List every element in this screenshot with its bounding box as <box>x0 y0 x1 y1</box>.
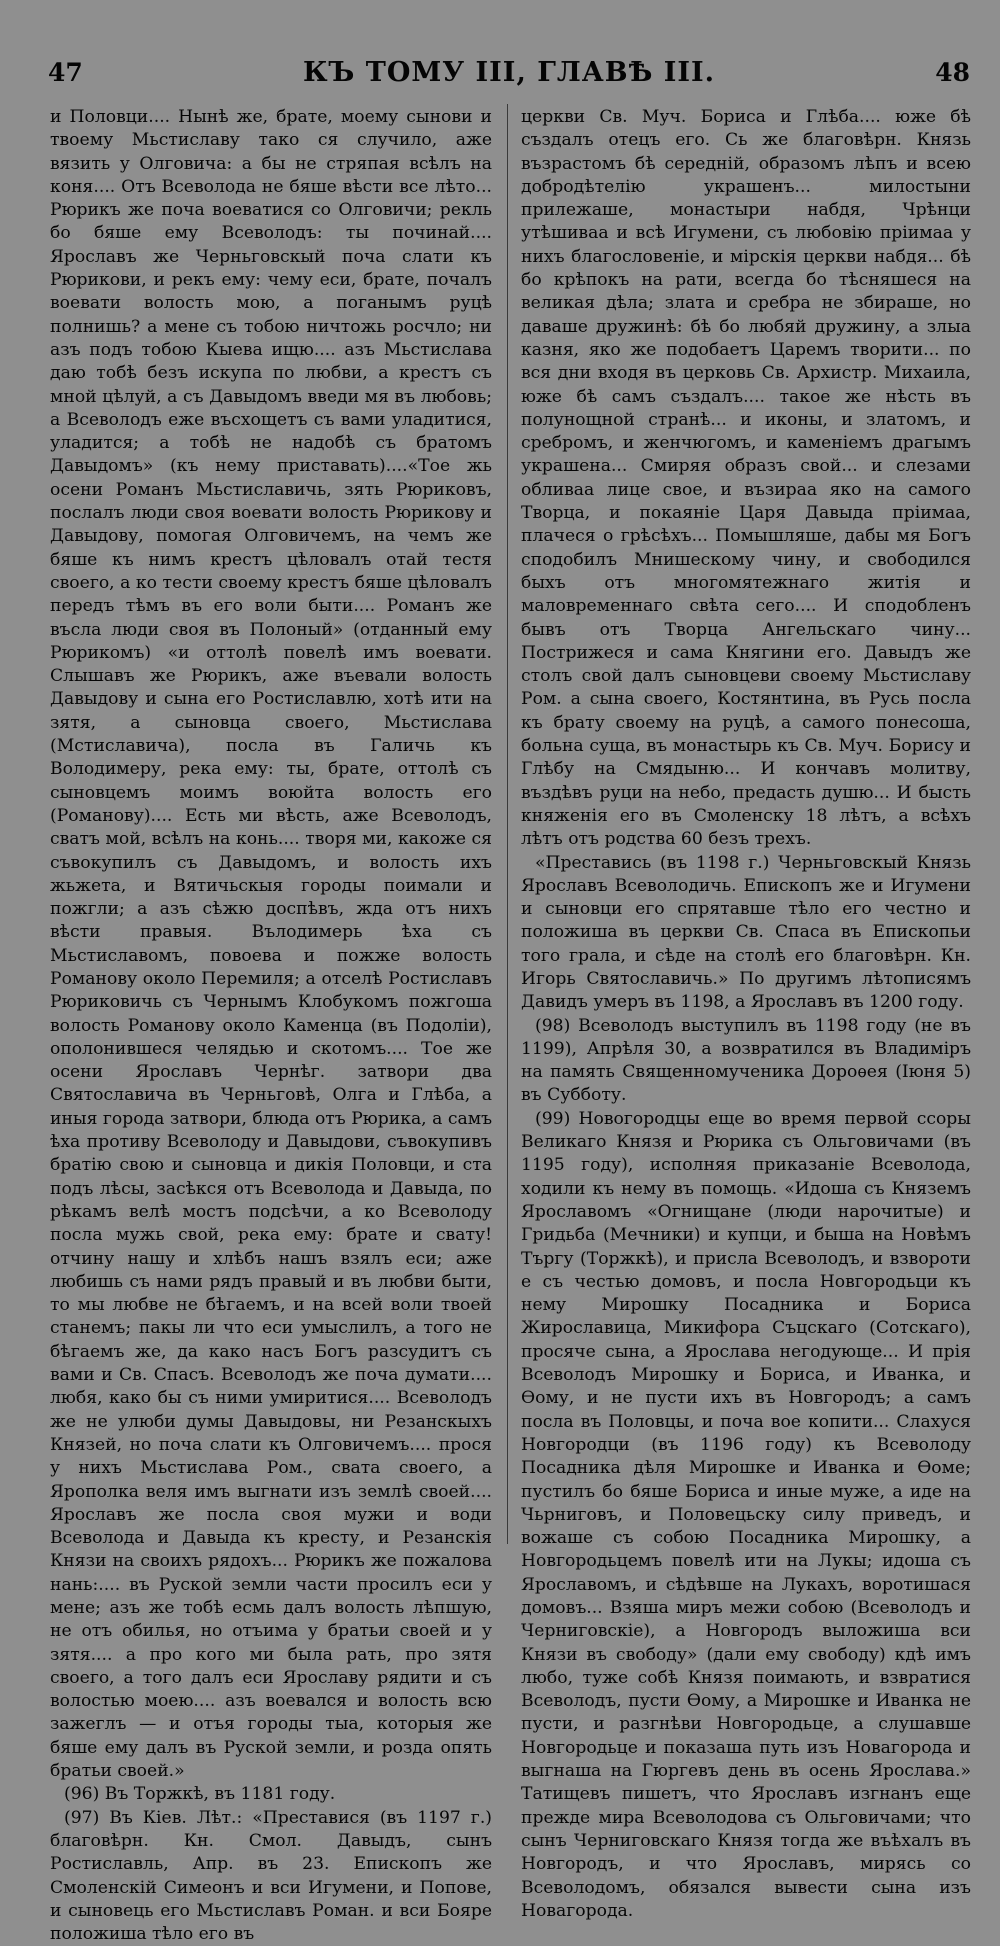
page-number-right: 48 <box>935 57 970 87</box>
column-divider <box>507 104 508 1544</box>
running-title: КЪ ТОМУ III, ГЛАВѢ III. <box>302 56 716 88</box>
paragraph: «Преставись (въ 1198 г.) Черньговскый Князь Ярославъ Всеволодичь. Епископъ же и Игумени и сыновци его спрятавше тѣло его честно и положиша въ церкви Св. Спаса въ Епископьи того грала, и сѣде на столѣ его благовѣрн. Кн. Игорь Святославичь.» По другимъ лѣтописямъ Давидъ умеръ въ 1198, а Ярославъ въ 1200 году. <box>521 852 971 1013</box>
paragraph: (96) Въ Торжкѣ, въ 1181 году. <box>64 1784 336 1805</box>
paragraph: (98) Всеволодъ выступилъ въ 1198 году (не въ 1199), Апрѣля 30, а возвратился въ Владиміръ на память Священномученика Дороѳея (Іюня 5) въ Субботу. <box>521 1015 971 1106</box>
right-column <box>521 106 971 1921</box>
page-number-left: 47 <box>48 57 83 87</box>
paragraph: (97) Въ Кіев. Лѣт.: «Преставися (въ 1197 г.) благовѣрн. Кн. Смол. Давыдъ, сынъ Ростиславль, Апр. въ 23. Епископъ же Смоленскій Симеонъ и вси Игумени, и Попове, и сыновець его Мьстиславъ Роман. и вси Бояре положиша тѣло его въ <box>50 1807 492 1945</box>
paragraph: и Половци.... Нынѣ же, брате, моему сынови и твоему Мьстиславу тако ся случило, аже вязить у Олговича: а бы не стряпая всѣлъ на коня.... Отъ Всеволода не бяше вѣсти все лѣто... Рюрикъ же поча воеватися со Олговичи; рекль бо бяше ему Всеволодъ: ты починай.... Ярославъ же Черньговскый поча слати къ Рюрикови, и рекъ ему: чему еси, брате, почалъ воевати волость мою, а поганымъ руцѣ полнишь? а мене съ тобою ничтожь росчло; ни азъ подъ тобою Кыева ищю.... азъ Мьстислава даю тобѣ безъ искупа по любви, а крестъ съ мной цѣлуй, а съ Давыдомъ введи мя въ любовь; а Всеволодъ еже въсхощетъ съ вами уладитися, уладится; а тобѣ не надобѣ съ братомъ Давыдомъ» (къ нему приставать)....«Тое жь осени Романъ Мьстиславичь, зять Рюриковъ, послалъ люди своя воевати волость Рюрикову и Давыдову, помогая Олговичемъ, на чемъ же бяше къ нимъ крестъ цѣловалъ отай тестя своего, а ко тести своему крестъ бяше цѣловалъ передъ тѣмъ въ его воли быти.... Романъ же въсла люди своя въ Полоный» (отданный ему Рюрикомъ) «и оттолѣ повелѣ имъ воевати. Слышавъ же Рюрикъ, аже въевали волость Давыдову и сына его Ростиславлю, хотѣ ити на зятя, а сыновца своего, Мьстислава (Мстиславича), посла въ Галичь къ Володимеру, река ему: ты, брате, оттолѣ съ сыновцемъ моимъ воюйта волость его (Романову).... Есть ми вѣсть, аже Всеволодъ, сватъ мой, всѣлъ на конь.... творя ми, какоже ся съвокупилъ съ Давыдомъ, и волость ихъ жьжета, и Вятичьскыя городы поимали и пожгли; а азъ сѣжю доспѣвъ, жда отъ нихъ вѣсти правыя. Вълодимерь ѣха съ Мьстиславомъ, повоева и пожже волость Романову около Перемиля; а отселѣ Ростиславъ Рюриковичь съ Чернымъ Клобукомъ пожгоша волость Романову около Каменца (въ Подоліи), ополонившеся челядью и скотомъ.... Тое же осени Ярославъ Чернѣг. затвори два Святославича въ Черньговѣ, Олга и Глѣба, а иныя города затвори, блюда отъ Рюрика, а самъ ѣха противу Всеволоду и Давыдови, съвокупивъ братію свою и сыновца и дикія Половци, и ста подъ лѣсы, засѣкся отъ Всеволода и Давыда, по рѣкамъ велѣ мостъ подсѣчи, а ко Всеволоду посла мужь свой, река ему: брате и свату! отчину нашу и хлѣбъ нашъ взялъ еси; аже любишь съ нами рядъ правый и въ любви быти, то мы любве не бѣгаемъ, и на всей воли твоей станемъ; пакы ли что еси умыслилъ, а того не бѣгаемъ же, да како насъ Богъ разсудитъ съ вами и Св. Спасъ. Всеволодъ же поча думати.... любя, како бы съ ними умиритися.... Всеволодъ же не улюби думы Давыдовы, ни Резанскыхъ Князей, но поча слати къ Олговичемъ.... прося у нихъ Мьстислава Ром., свата своего, а Ярополка веля имъ выгнати изъ землѣ своей.... Ярославъ же посла своя мужи и води Всеволода и Давыда къ кресту, и Резанскія Князи на своихъ рядохъ... Рюрикъ же пожалова нань:.... въ Руской земли части просилъ еси у мене; азъ же тобѣ есмь далъ волость лѣпшую, не отъ обилья, но отъима у братьи своей и у зятя.... а про кого ми была рать, про зятя своего, а того далъ еси Ярославу рядити и съ волостью моею.... азъ воевался и волость всю зажеглъ — и отъя городы тыа, которыя же бяше ему далъ въ Руской земли, и розда опять братьи своей.» <box>50 107 492 1782</box>
left-column <box>50 106 492 1945</box>
running-header <box>48 52 970 92</box>
paragraph: церкви Св. Муч. Бориса и Глѣба.... юже бѣ създалъ отецъ его. Сь же благовѣрн. Князь възрастомъ бѣ середній, образомъ лѣпъ и всею добродѣтелію украшенъ... милостыни прилежаше, монастыри набдя, Чрѣнци утѣшиваа и всѣ Игумени, съ любовію пріимаа у нихъ благословеніе, и мірскія церкви набдя... бѣ бо крѣпокъ на рати, всегда бо тѣсняшеся на великая дѣла; злата и сребра не збираше, но даваше дружинѣ: бѣ бо любяй дружину, а злыа казня, яко же подобаетъ Царемъ творити... по вся дни входя въ церковь Св. Архистр. Михаила, юже бѣ самъ създалъ.... такое же нѣсть въ полунощной странѣ... и иконы, и златомъ, и сребромъ, и женчюгомъ, и каменіемъ драгымъ украшена... Смиряя образъ свой... и слезами обливаа лице свое, и възираа яко на самого Творца, и покаяніе Царя Давыда пріимаа, плачеся о грѣсѣхъ... Помышляше, дабы мя Богъ сподобилъ Мнишескому чину, и свободился быхъ отъ многомятежнаго житія и маловременнаго свѣта сего.... И сподобленъ бывъ отъ Творца Ангельскаго чину... Пострижеся и сама Княгини его. Давыдъ же столъ свой далъ сыновцеви своему Мьстиславу Ром. а сына своего, Костянтина, въ Русь посла къ брату своему на руцѣ, а самого понесоша, больна суща, въ монастырь къ Св. Муч. Борису и Глѣбу на Смядыню... И кончавъ молитву, въздѣвъ руци на небо, предасть душю... И бысть княженія его въ Смоленску 18 лѣтъ, а всѣхъ лѣтъ отъ родства 60 безъ трехъ. <box>521 107 971 850</box>
paragraph: (99) Новогородцы еще во время первой ссоры Великаго Князя и Рюрика съ Ольговичами (въ 1195 году), исполняя приказаніе Всеволода, ходили къ нему въ помощь. «Идоша съ Княземъ Ярославомъ «Огнищане (люди нарочитые) и Гридьба (Мечники) и купци, и быша на Новѣмъ Търгу (Торжкѣ), и присла Всеволодъ, и взвороти е съ честью домовъ, и посла Новгородьци къ нему Мирошку Посадника и Бориса Жирославица, Микифора Съцскаго (Сотскаго), просяче сына, а Ярослава негодующе... И прія Всеволодъ Мирошку и Бориса, и Иванка, и Ѳому, и не пусти ихъ въ Новгородъ; а самъ посла въ Половцы, и поча вое копити... Слахуся Новгородци (въ 1196 году) къ Всеволоду Посадника дѣля Мирошке и Иванка и Ѳоме; пустилъ бо бяше Бориса и иные муже, а иде на Чьрниговъ, и Половецьску силу приведъ, и вожаше съ собою Посадника Мирошку, а Новгородьцемъ повелѣ ити на Лукы; идоша съ Ярославомъ, и сѣдѣвше на Лукахъ, воротишася домовъ... Взяша миръ межи собою (Всеволодъ и Черниговскіе), а Новгородъ выложиша вси Князи въ свободу» (дали ему свободу) кдѣ имъ любо, туже собѣ Князя поимають, и взвратися Всеволодъ, пусти Ѳому, а Мирошке и Иванка не пусти, и разгнѣви Новгородьце, а слушавше Новгородьце и показаша путь изъ Новагорода и выгнаша на Гюргевъ день въ осень Ярослава.» Татищевъ пишетъ, что Ярославъ изгнанъ еще прежде мира Всеволодова съ Ольговичами; что сынъ Черниговскаго Князя тогда же въѣхалъ въ Новгородъ, и что Ярославъ, мирясь со Всеволодомъ, обязался вывести сына изъ Новагорода. <box>521 1108 971 1921</box>
